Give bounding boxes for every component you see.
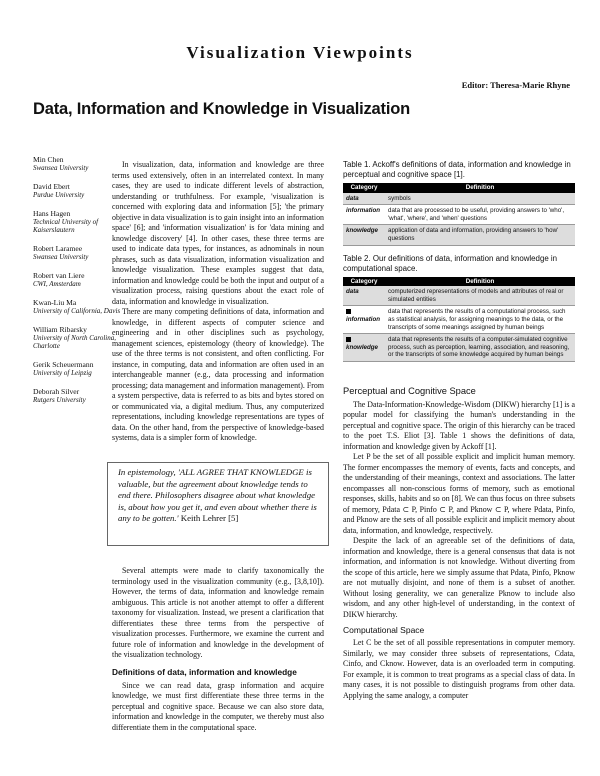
table-1-caption: Table 1. Ackoff's definitions of data, information and knowledge in perceptual and cognitive space [1]. [343, 160, 571, 179]
category-label: knowledge [346, 343, 378, 351]
quote-citation: Keith Lehrer [5] [180, 513, 239, 523]
table-cell-category: data [343, 286, 385, 306]
table-header-cell: Definition [385, 277, 575, 287]
table-cell-category: knowledge [343, 225, 385, 245]
section-heading-perceptual: Perceptual and Cognitive Space [343, 385, 476, 396]
table-header-row [343, 277, 575, 287]
author-affiliation: Purdue University [33, 191, 85, 199]
author-name: David Ebert [33, 182, 70, 191]
section-header: Visualization Viewpoints [186, 43, 414, 62]
author-name: Kwan-Liu Ma [33, 298, 77, 307]
article-title: Data, Information and Knowledge in Visualization [33, 100, 410, 118]
subsection-heading: Definitions of data, information and knowledge [112, 666, 297, 677]
body-paragraph: There are many competing definitions of data, information and knowledge, in different aspects of computer science and engineering and in other disciplines such as psychology, management sciences, epistemology (theory of knowledge). The use of the three terms is not consistent, and often conflicting. For instance, in computing, data and information are often used in an interchangeable manner (e.g., data processing and information processing; data management and information management). From a system perspective, data is referred to as bits and bytes stored on or communicated via, a digital medium. Thus, any computerized representations, including knowledge representations are types of data. On the other hand, from the perspective of knowledge-based systems, data is a simpler form of knowledge. [112, 307, 324, 442]
table-header-cell: Category [343, 277, 385, 287]
pull-quote [107, 462, 329, 546]
table-1 [343, 183, 575, 246]
column-left-upper [112, 160, 324, 444]
author [33, 387, 121, 404]
table-cell-definition: data that are processed to be useful, providing answers to 'who', 'what', 'where', and 'when' questions [385, 205, 575, 225]
column-right [343, 160, 575, 701]
table-row [343, 193, 575, 205]
table-cell-definition: application of data and information, providing answers to 'how' questions [385, 225, 575, 245]
author [33, 182, 121, 199]
author-affiliation: Rutgers University [33, 396, 86, 404]
table-row [343, 306, 575, 334]
table-cell-category [343, 306, 385, 334]
author [33, 271, 121, 288]
body-paragraph: Let C be the set of all possible representations in computer memory. Similarly, we may consider three subsets of representations, Cdata, Cinfo, and Cknow. However, data is an overloaded term in computing. For example, it is common to treat programs as a special class of data. In many cases, it is not possible to distinguish programs from other data. Applying the same analogy, a computer [343, 638, 575, 700]
table-cell-definition: computerized representations of models and attributes of real or simulated entities [385, 286, 575, 306]
author [33, 298, 121, 315]
author-name: William Ribarsky [33, 325, 87, 334]
body-paragraph: Several attempts were made to clarify taxonomically the terminology used in the visualization community (e.g., [3,8,10]). However, the terms of data, information and knowledge remain ambiguous. This article is not another attempt to offer a different taxonomy for visualization. Instead, we present a clarification that differentiates these three terms from the perspective of visualization processes. Furthermore, we examine the current and future role of information and knowledge in the development of the visualization technology. [112, 566, 324, 659]
editor-line: Editor: Theresa-Marie Rhyne [461, 80, 570, 90]
author-name: Min Chen [33, 155, 64, 164]
section-heading-computational: Computational Space [343, 625, 425, 636]
table-cell-definition: data that represents the results of a computational process, such as statistical analysis, for assigning meanings to the data, or the transcripts of some meanings assigned by human beings [385, 306, 575, 334]
author-name: Hans Hagen [33, 209, 71, 218]
author-affiliation: University of Leipzig [33, 369, 92, 377]
table-cell-definition: data that represents the results of a computer-simulated cognitive process, such as perception, learning, association, and reasoning, or the transcripts of some knowledge acquired by human beings [385, 334, 575, 362]
author-affiliation: Swansea University [33, 164, 89, 172]
author [33, 325, 121, 350]
author-affiliation: Technical University of Kaiserslautern [33, 218, 99, 234]
table-header-cell: Category [343, 183, 385, 193]
author [33, 155, 121, 172]
table-2 [343, 277, 575, 362]
table-cell-definition: symbols [385, 193, 575, 205]
author [33, 209, 121, 234]
table-header-row [343, 183, 575, 193]
author [33, 360, 121, 377]
author-affiliation: University of North Carolina, Charlotte [33, 334, 116, 350]
bullet-icon [346, 337, 351, 342]
author-name: Gerik Scheuermann [33, 360, 94, 369]
column-left-lower [112, 566, 324, 733]
table-row [343, 225, 575, 245]
table-header-cell: Definition [385, 183, 575, 193]
table-row [343, 205, 575, 225]
category-label: information [346, 315, 381, 323]
table-cell-category: data [343, 193, 385, 205]
table-row [343, 286, 575, 306]
body-paragraph: The Data-Information-Knowledge-Wisdom (DIKW) hierarchy [1] is a popular model for classifying the human's understanding in the perceptual and cognitive space. The origin of this hierarchy can be traced to the poet T.S. Eliot [3]. Table 1 shows the definitions of data, information and knowledge given by Ackoff [1]. [343, 399, 575, 451]
author-affiliation: Swansea University [33, 253, 89, 261]
author-affiliation: CWI, Amsterdam [33, 280, 81, 288]
table-cell-category [343, 334, 385, 362]
table-row [343, 334, 575, 362]
table-2-caption: Table 2. Our definitions of data, information and knowledge in computational space. [343, 253, 558, 273]
body-paragraph: Despite the lack of an agreeable set of the definitions of data, information and knowledge, there is a general consensus that data is not information, and information is not knowledge. Without diverting from the scope of this article, here we simply assume that Pdata, Pinfo, Pknow are not mutually disjoint, and none of them is a subset of another. Without losing generality, we can generalize Pknow to include also wisdom, and any other high-level of understanding, in the context of DIKW hierarchy. [343, 536, 575, 619]
author-name: Robert van Liere [33, 271, 85, 280]
bullet-icon [346, 309, 351, 314]
author-name: Robert Laramee [33, 244, 83, 253]
quote-text: In epistemology, 'ALL AGREE THAT KNOWLEDGE is valuable, but the agreement about knowledge tends to end there. Philosophers disagree about what knowledge is, about how you get it, and even about whether there is any to be gotten.' [118, 467, 317, 523]
table-cell-category: information [343, 205, 385, 225]
author-name: Deborah Silver [33, 387, 80, 396]
body-paragraph: Since we can read data, grasp information and acquire knowledge, we must first differentiate these three terms in the perceptual and cognitive space. Because we can also store data, information and knowledge in the computer, we thereby must also differentiate them in the computational space. [112, 680, 324, 732]
body-paragraph: In visualization, data, information and knowledge are three terms used extensively, often in an interrelated context. In many cases, they are used to indicate different levels of abstraction, understanding or truthfulness. For example, 'visualization is concerned with exploring data and information [5]; 'the primary objective in data visualization is to gain insight into an information space' [6]; and 'information visualization' is for 'data mining and knowledge discovery' [4]. In other cases, these three terms are used to indicate data types, for instances, as adnominals in noun phrases, such as data visualization, information visualization and knowledge visualization. These examples suggest that data, information and knowledge could be both the input and output of a visualization process, raising questions about the exact role of data, information and knowledge in visualization. [112, 160, 324, 306]
author-list [33, 155, 121, 414]
author [33, 244, 121, 261]
body-paragraph: Let P be the set of all possible explicit and implicit human memory. The former encompasses the memory of events, facts and concepts, and the understanding of their meanings, context and associations. The latter encompasses all non-conscious forms of memory, such as emotional responses, skills, habits and so on [8]. We can thus focus on three subsets of memory, Pdata ⊂ P, Pinfo ⊂ P, and Pknow ⊂ P, where Pdata, Pinfo, and Pknow are the sets of all possible explicit and implicit memory about data, information, and knowledge, respectively. [343, 452, 575, 535]
author-affiliation: University of California, Davis [33, 307, 121, 315]
